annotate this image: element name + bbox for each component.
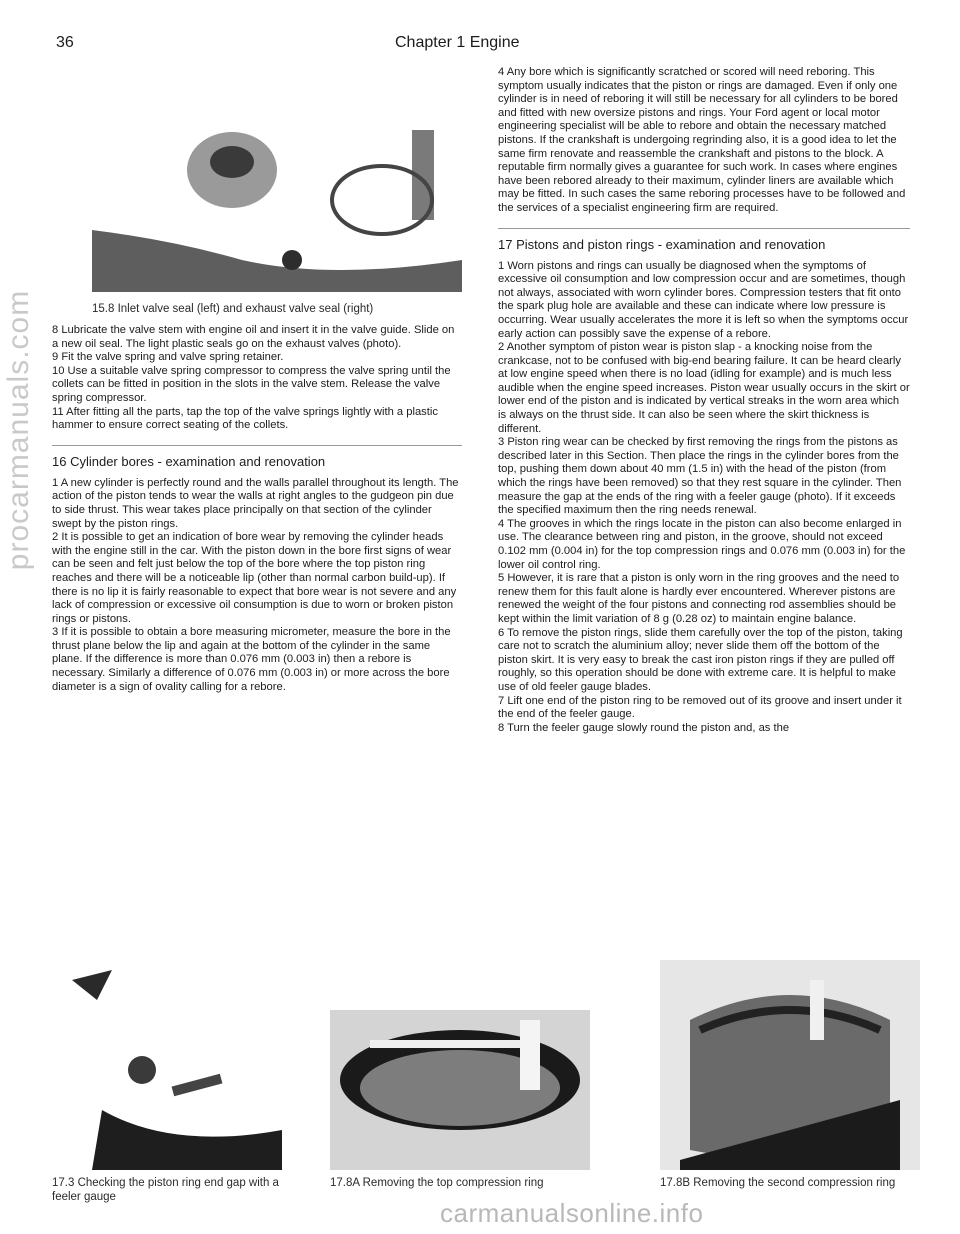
paragraph: 10 Use a suitable valve spring compressor to compress the valve spring until the collets can be fitted in position in the slots in the valve stem. Release the valve spring compressor. xyxy=(52,364,451,404)
paragraph: 1 A new cylinder is perfectly round and the walls parallel throughout its length. The action of the piston tends to wear the walls at right angles to the gudgeon pin due to side thrust. This wear takes place principally on that section of the cylinder swept by the piston rings. xyxy=(52,476,459,530)
photo-ring-end-gap xyxy=(52,960,292,1170)
side-watermark xyxy=(4,80,34,780)
caption-fig-17-3: 17.3 Checking the piston ring end gap with a feeler gauge xyxy=(52,1177,279,1203)
paragraph: 11 After fitting all the parts, tap the top of the valve springs lightly with a plastic hammer to ensure correct seating of the collets. xyxy=(52,405,438,432)
page-number: 36 xyxy=(56,34,74,51)
paragraph: 3 If it is possible to obtain a bore measuring micrometer, measure the bore in the thrust plane below the lip and again at the bottom of the cylinder in the same plane. If the difference is more than 0.076 mm (0.003 in) then a rebore is necessary. Similarly a difference of 0.076 mm (0.003 in) or more across the bore diameter is a sign of ovality calling for a rebore. xyxy=(52,626,451,693)
paragraph: 9 Fit the valve spring and valve spring retainer. xyxy=(52,351,284,364)
caption-fig-17-8b: 17.8B Removing the second compression ring xyxy=(660,1177,896,1189)
paragraph: 5 However, it is rare that a piston is only worn in the ring grooves and the need to renew them for this fault alone is hardly ever encountered. Wherever pistons are renewed the weight of the four pistons and connecting rod assemblies should be kept within the limit variation of 8 g (0.28 oz) to maintain engine balance. xyxy=(498,572,900,625)
paragraph: 8 Turn the feeler gauge slowly round the piston and, as the xyxy=(498,721,790,734)
photo-valve-seals xyxy=(92,110,462,292)
paragraph: 4 The grooves in which the rings locate in the piston can also become enlarged in use. The clearance between ring and piston, in the groove, should not exceed 0.102 mm (0.004 in) for the top compression rings and 0.076 mm (0.003 in) for the lower oil control ring. xyxy=(498,517,906,571)
caption-fig-15-8: 15.8 Inlet valve seal (left) and exhaust valve seal (right) xyxy=(92,303,374,315)
side-watermark-text: procarmanuals.com xyxy=(2,289,35,571)
paragraph: 8 Lubricate the valve stem with engine oil and insert it in the valve guide. Slide on a new oil seal. The light plastic seals go on the exhaust valves (photo). xyxy=(52,324,455,350)
paragraph: 6 To remove the piston rings, slide them carefully over the top of the piston, taking care not to scratch the aluminium alloy; never slide them off the bottom of the piston skirt. It is very easy to break the cast iron piston rings if they are pulled off roughly, so this operation should be done with extreme care. It is helpful to make use of old feeler gauge blades. xyxy=(498,626,903,693)
paragraph: 3 Piston ring wear can be checked by first removing the rings from the pistons as described later in this Section. Then place the rings in the cylinder bores from the top, pushing them down about 40 mm (1.5 in) with the head of the piston (from which the rings have been removed) so that they rest square in the cylinder. Then measure the gap at the ends of the ring with a feeler gauge (photo). If it exceeds the specified maximum then the ring needs renewal. xyxy=(498,436,902,517)
photo-second-ring-removal xyxy=(660,960,920,1170)
section-17-heading: 17 Pistons and piston rings - examination and renovation xyxy=(498,228,910,252)
paragraph: 7 Lift one end of the piston ring to be removed out of its groove and insert under it the end of the feeler gauge. xyxy=(498,694,902,721)
right-column xyxy=(498,66,910,735)
paragraph: 1 Worn pistons and rings can usually be diagnosed when the symptoms of excessive oil consumption and low compression occur and are sometimes, though not always, associated with worn cylinder bores. Compression testers that fit onto the spark plug hole are available and these can indicate where low pressure is occurring. Wear usually accelerates the more it is left so when the symptoms occur early action can possibly save the expense of a rebore. xyxy=(498,259,909,340)
paragraph: 2 It is possible to get an indication of bore wear by removing the cylinder heads with the engine still in the car. With the piston down in the bore first signs of wear can be seen and felt just below the top of the bore where the top piston ring reaches and there will be a noticeable lip (other than normal carbon build-up). If there is no lip it is fairly reasonable to expect that bore wear is not severe and any lack of compression or excessive oil consumption is due to worn or broken piston rings or pistons. xyxy=(52,531,457,625)
photo-top-ring-removal xyxy=(330,1010,590,1170)
paragraph: 4 Any bore which is significantly scratched or scored will need reboring. This symptom usually indicates that the piston or rings are damaged. Even if only one cylinder is in need of reboring it will still be necessary for all cylinders to be bored and fitted with new oversize pistons and rings. Your Ford agent or local motor engineering specialist will be able to rebore and obtain the necessary matched pistons. If the crankshaft is undergoing regrinding also, it is a good idea to let the same firm renovate and reassemble the crankshaft and pistons to the block. A reputable firm normally gives a guarantee for such work. In cases where engines have been rebored already to their maximum, cylinder liners are available which may be fitted. In such cases the same reboring processes have to be followed and the services of a specialist engineering firm are required. xyxy=(498,66,906,214)
left-column xyxy=(52,324,462,694)
footer-watermark: carmanualsonline.info xyxy=(440,1198,704,1228)
section-16-heading: 16 Cylinder bores - examination and renovation xyxy=(52,445,462,469)
chapter-header: Chapter 1 Engine xyxy=(395,34,520,51)
caption-fig-17-8a: 17.8A Removing the top compression ring xyxy=(330,1177,544,1189)
paragraph: 2 Another symptom of piston wear is piston slap - a knocking noise from the crankcase, not to be confused with big-end bearing failure. It can be heard clearly at low engine speed when there is no load (idling for example) and is much less audible when the engine speed increases. Piston wear usually occurs in the skirt or lower end of the piston and is indicated by vertical streaks in the worn area which is always on the thrust side. It can also be seen where the skirt thickness is different. xyxy=(498,341,910,435)
